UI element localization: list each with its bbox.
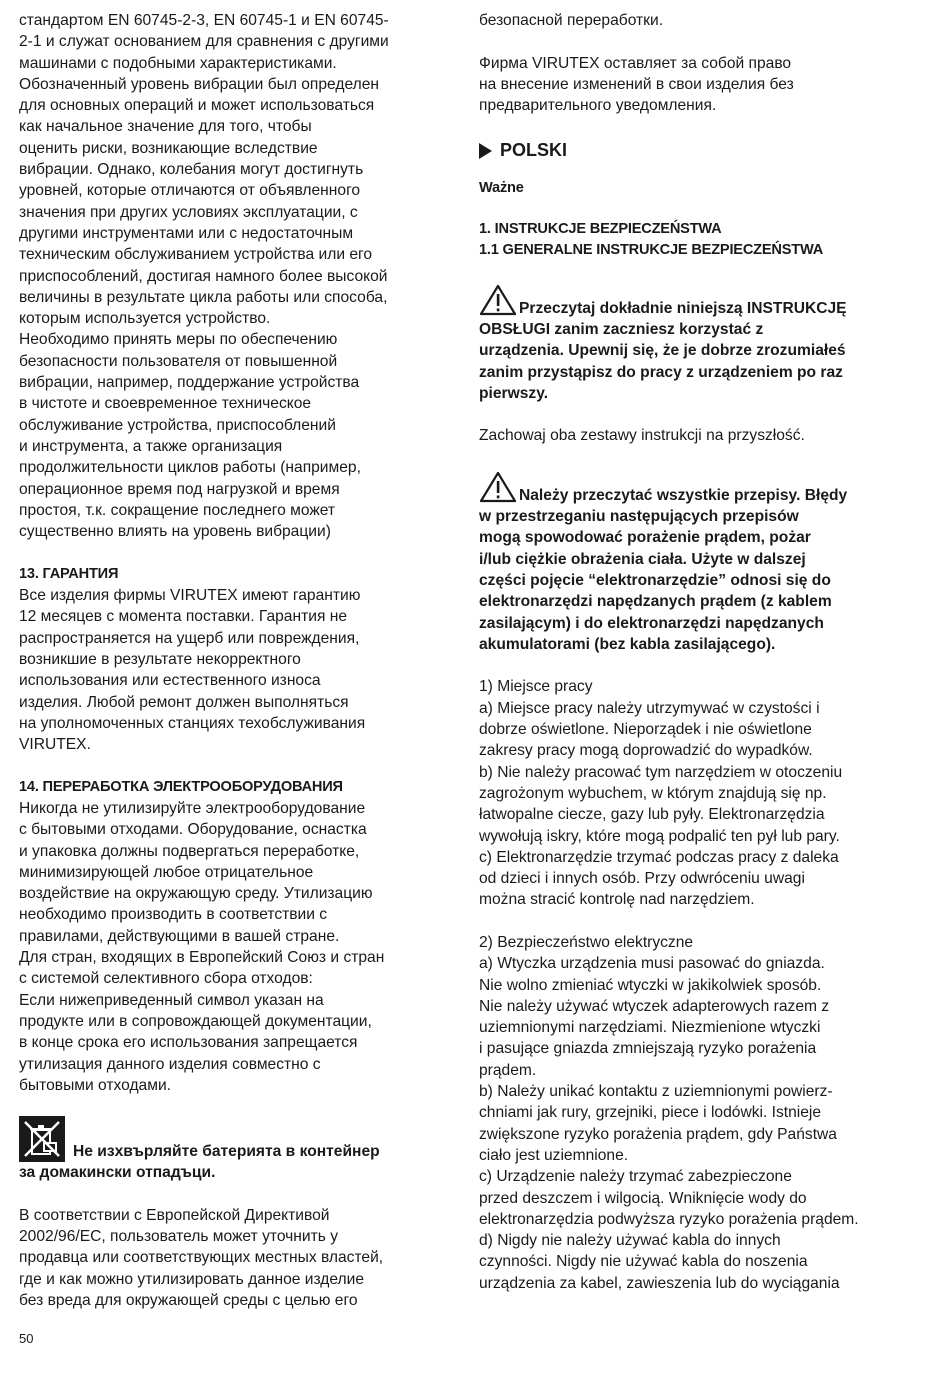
text-line: zasilającym) i do elektronarzędzi napędzanych <box>479 614 824 632</box>
text-line: где и как можно утилизировать данное изделие <box>19 1270 365 1288</box>
text-line: Przeczytaj dokładnie niniejszą INSTRUKCJĘ <box>519 299 847 317</box>
warranty-heading: 13. ГАРАНТИЯ <box>19 565 119 582</box>
text-line: необходимо производить в соответствии с <box>19 906 328 924</box>
text-line: вибрации. Однако, колебания могут достигнуть <box>19 161 364 179</box>
text-line: czynności. Nigdy nie używać kabla do noszenia <box>479 1253 808 1271</box>
text-line: dobrze oświetlone. Nieporządek i nie oświetlone <box>479 721 812 739</box>
text-line: величины в результате цикла работы или способа, <box>19 288 388 306</box>
text-line: бытовыми отходами. <box>19 1076 171 1094</box>
text-line: для основных операций и может использоваться <box>19 97 375 115</box>
text-line: 2-1 и служат основанием для сравнения с другими <box>19 33 389 51</box>
text-line: воздействие на окружающую среду. Утилизацию <box>19 885 373 903</box>
safety-subheading: 1.1 GENERALNE INSTRUKCJE BEZPIECZEŃSTWA <box>479 242 824 259</box>
battery-warning-line: за домакински отпадъци. <box>19 1164 216 1182</box>
text-line: и инструмента, а также организация <box>19 437 283 455</box>
text-line: изделия. Любой ремонт должен выполняться <box>19 693 349 711</box>
text-line: безопасной переработки. <box>479 12 664 29</box>
text-line: zakresy pracy mogą doprowadzić do wypadków. <box>479 742 813 760</box>
text-line: оценить риски, возникающие вследствие <box>19 139 318 157</box>
warning-read-instructions <box>479 284 924 404</box>
text-line: Nie należy używać wtyczek adapterowych razem z <box>479 997 830 1015</box>
text-line: с системой селективного сбора отходов: <box>19 970 313 988</box>
text-line: b) Nie należy pracować tym narzędziem w otoczeniu <box>479 763 843 781</box>
text-line: Если нижеприведенный символ указан на <box>19 991 324 1009</box>
text-line: w przestrzeganiu następujących przepisów <box>479 508 799 526</box>
text-line: wywołują iskry, które mogą podpalić ten pył lub pary. <box>479 827 840 845</box>
text-line: техническим обслуживанием устройства или его <box>19 246 373 264</box>
recycling-heading: 14. ПЕРЕРАБОТКА ЭЛЕКТРООБОРУДОВАНИЯ <box>19 778 343 795</box>
text-line: значения при других условиях эксплуатации, с <box>19 203 358 221</box>
text-line: использования или естественного износа <box>19 672 321 690</box>
text-line: zagrożonym wybuchem, w którym znajdują się np. <box>479 784 827 802</box>
text-line: i/lub ciężkie obrażenia ciała. Użyte w dalszej <box>479 550 806 568</box>
text-line: машинами с подобными характеристиками. <box>19 54 337 72</box>
text-line: ciało jest uziemnione. <box>479 1146 629 1164</box>
text-line: Необходимо принять меры по обеспечению <box>19 331 338 349</box>
text-line: без вреда для окружающей среды с целью его <box>19 1291 358 1309</box>
text-line: a) Miejsce pracy należy utrzymywać w czystości i <box>479 699 820 717</box>
text-line: i pasujące gniazda zmniejszają ryzyko porażenia <box>479 1040 817 1058</box>
electrical-safety-section <box>479 932 924 1294</box>
text-line: Należy przeczytać wszystkie przepisy. Błędy <box>519 486 848 504</box>
play-triangle-icon <box>479 143 492 159</box>
directive-text <box>19 1205 444 1311</box>
text-line: обслуживание устройства, приспособлений <box>19 416 336 434</box>
text-line: mogą spowodować porażenie prądem, pożar <box>479 529 811 547</box>
text-line: 1) Miejsce pracy <box>479 678 593 696</box>
text-line: Никогда не утилизируйте электрооборудование <box>19 799 366 817</box>
text-line: распространяется на ущерб или повреждения, <box>19 629 360 647</box>
wazne-label: Ważne <box>479 179 524 196</box>
text-line: Фирма VIRUTEX оставляет за собой право <box>479 54 792 72</box>
text-line: безопасности пользователя от повышенной <box>19 352 338 370</box>
text-line: продукте или в сопровождающей документации, <box>19 1012 372 1030</box>
text-line: правилами, действующими в вашей стране. <box>19 927 340 945</box>
virutex-notice <box>479 53 924 117</box>
warning-read-rules <box>479 471 924 655</box>
text-line: стандартом EN 60745-2-3, EN 60745-1 и EN 60745- <box>19 12 389 29</box>
workplace-section <box>479 676 924 910</box>
text-line: приспособлений, достигая намного более высокой <box>19 267 388 285</box>
text-line: prądem. <box>479 1061 537 1079</box>
text-line: Все изделия фирмы VIRUTEX имеют гарантию <box>19 587 361 605</box>
text-line: zanim przystąpisz do pracy z urządzeniem po raz <box>479 363 843 381</box>
text-line: akumulatorami (bez kabla zasilającego). <box>479 635 776 653</box>
text-line: продолжительности циклов работы (например, <box>19 459 361 477</box>
text-line: d) Nigdy nie należy używać kabla do innych <box>479 1232 781 1250</box>
text-line: как начальное значение для того, чтобы <box>19 118 312 136</box>
text-line: утилизация данного изделия совместно с <box>19 1055 321 1073</box>
text-line: в конце срока его использования запрещается <box>19 1034 358 1052</box>
text-line: существенно влиять на уровень вибрации) <box>19 523 331 541</box>
text-line: od dzieci i innych osób. Przy odwróceniu uwagi <box>479 870 805 888</box>
language-title <box>479 140 924 161</box>
text-line: в чистоте и своевременное техническое <box>19 395 312 413</box>
text-line: продавца или соответствующих местных властей, <box>19 1249 384 1267</box>
text-line: OBSŁUGI zanim zaczniesz korzystać z <box>479 320 764 338</box>
left-column <box>19 10 444 1311</box>
text-line: 12 месяцев с момента поставки. Гарантия не <box>19 608 348 626</box>
text-line: pierwszy. <box>479 384 549 402</box>
safety-heading: 1. INSTRUKCJE BEZPIECZEŃSTWA <box>479 221 722 238</box>
text-line: części pojęcie “elektronarzędzie” odnosi się do <box>479 571 831 589</box>
text-line: 2) Bezpieczeństwo elektryczne <box>479 933 694 951</box>
text-line: возникшие в результате некорректного <box>19 650 301 668</box>
text-line: которым используется устройство. <box>19 310 271 328</box>
text-line: c) Urządzenie należy trzymać zabezpieczone <box>479 1168 792 1186</box>
text-line: Для стран, входящих в Европейский Союз и стран <box>19 949 385 967</box>
recycling-text <box>19 798 444 1096</box>
keep-instructions-text: Zachowaj oba zestawy instrukcji na przyszłość. <box>479 427 805 445</box>
text-line: można stracić kontrolę nad narzędziem. <box>479 891 755 909</box>
text-line: с бытовыми отходами. Оборудование, оснастка <box>19 821 367 839</box>
text-line: uziemnionymi narzędziami. Niezmienione wtyczki <box>479 1019 821 1037</box>
text-line: urządzenia. Upewnij się, że je dobrze zrozumiałeś <box>479 342 846 360</box>
text-line: простоя, т.к. сокращение последнего может <box>19 501 336 519</box>
text-line: предварительного уведомления. <box>479 97 717 115</box>
language-title-text: POLSKI <box>500 140 568 161</box>
text-line: VIRUTEX. <box>19 736 91 754</box>
text-line: elektronarzędzi napędzanych prądem (z kablem <box>479 593 832 611</box>
text-line: a) Wtyczka urządzenia musi pasować do gniazda. <box>479 955 825 973</box>
text-line: вибрации, например, поддержание устройства <box>19 374 360 392</box>
text-line: на уполномоченных станциях техобслуживания <box>19 714 366 732</box>
warning-triangle-icon <box>479 471 517 503</box>
page-number: 50 <box>19 1331 34 1346</box>
warning-triangle-icon <box>479 284 517 316</box>
text-line: операционное время под нагрузкой и время <box>19 480 340 498</box>
text-line: zwiększone ryzyko porażenia prądem, gdy Państwa <box>479 1125 837 1143</box>
right-column <box>479 10 924 1294</box>
text-line: chniami jak rury, grzejniki, piece i lodówki. Istnieje <box>479 1104 822 1122</box>
text-line: łatwopalne ciecze, gazy lub pyły. Elektronarzędzia <box>479 806 825 824</box>
text-line: elektronarzędzia podwyższa ryzyko porażenia prądem. <box>479 1210 859 1228</box>
text-line: В соответствии с Европейской Директивой <box>19 1206 330 1224</box>
text-line: 2002/96/ЕС, пользователь может уточнить у <box>19 1228 339 1246</box>
text-line: и упаковка должны подвергаться переработке, <box>19 842 360 860</box>
text-line: urządzenia za kabel, zawieszenia lub do wyciągania <box>479 1274 840 1292</box>
warranty-text <box>19 585 444 755</box>
text-line: b) Należy unikać kontaktu z uziemnionymi powierz- <box>479 1083 833 1101</box>
text-line: уровней, которые отличаются от объявленного <box>19 182 361 200</box>
text-line: другими инструментами или с недостаточным <box>19 224 354 242</box>
text-line: Nie wolno zmieniać wtyczki w jakikolwiek sposób. <box>479 976 822 994</box>
text-line: на внесение изменений в свои изделия без <box>479 75 794 93</box>
text-line: Обозначенный уровень вибрации был определен <box>19 75 380 93</box>
text-line: przed deszczem i wilgocią. Wniknięcie wody do <box>479 1189 807 1207</box>
vibration-text <box>19 10 444 542</box>
battery-warning <box>19 1116 444 1162</box>
text-line: c) Elektronarzędzie trzymać podczas pracy z daleka <box>479 848 839 866</box>
battery-warning-line: Не изхвърляйте батерията в контейнер <box>73 1142 380 1160</box>
text-line: минимизирующей любое отрицательное <box>19 863 314 881</box>
crossed-bin-battery-icon <box>19 1116 65 1162</box>
